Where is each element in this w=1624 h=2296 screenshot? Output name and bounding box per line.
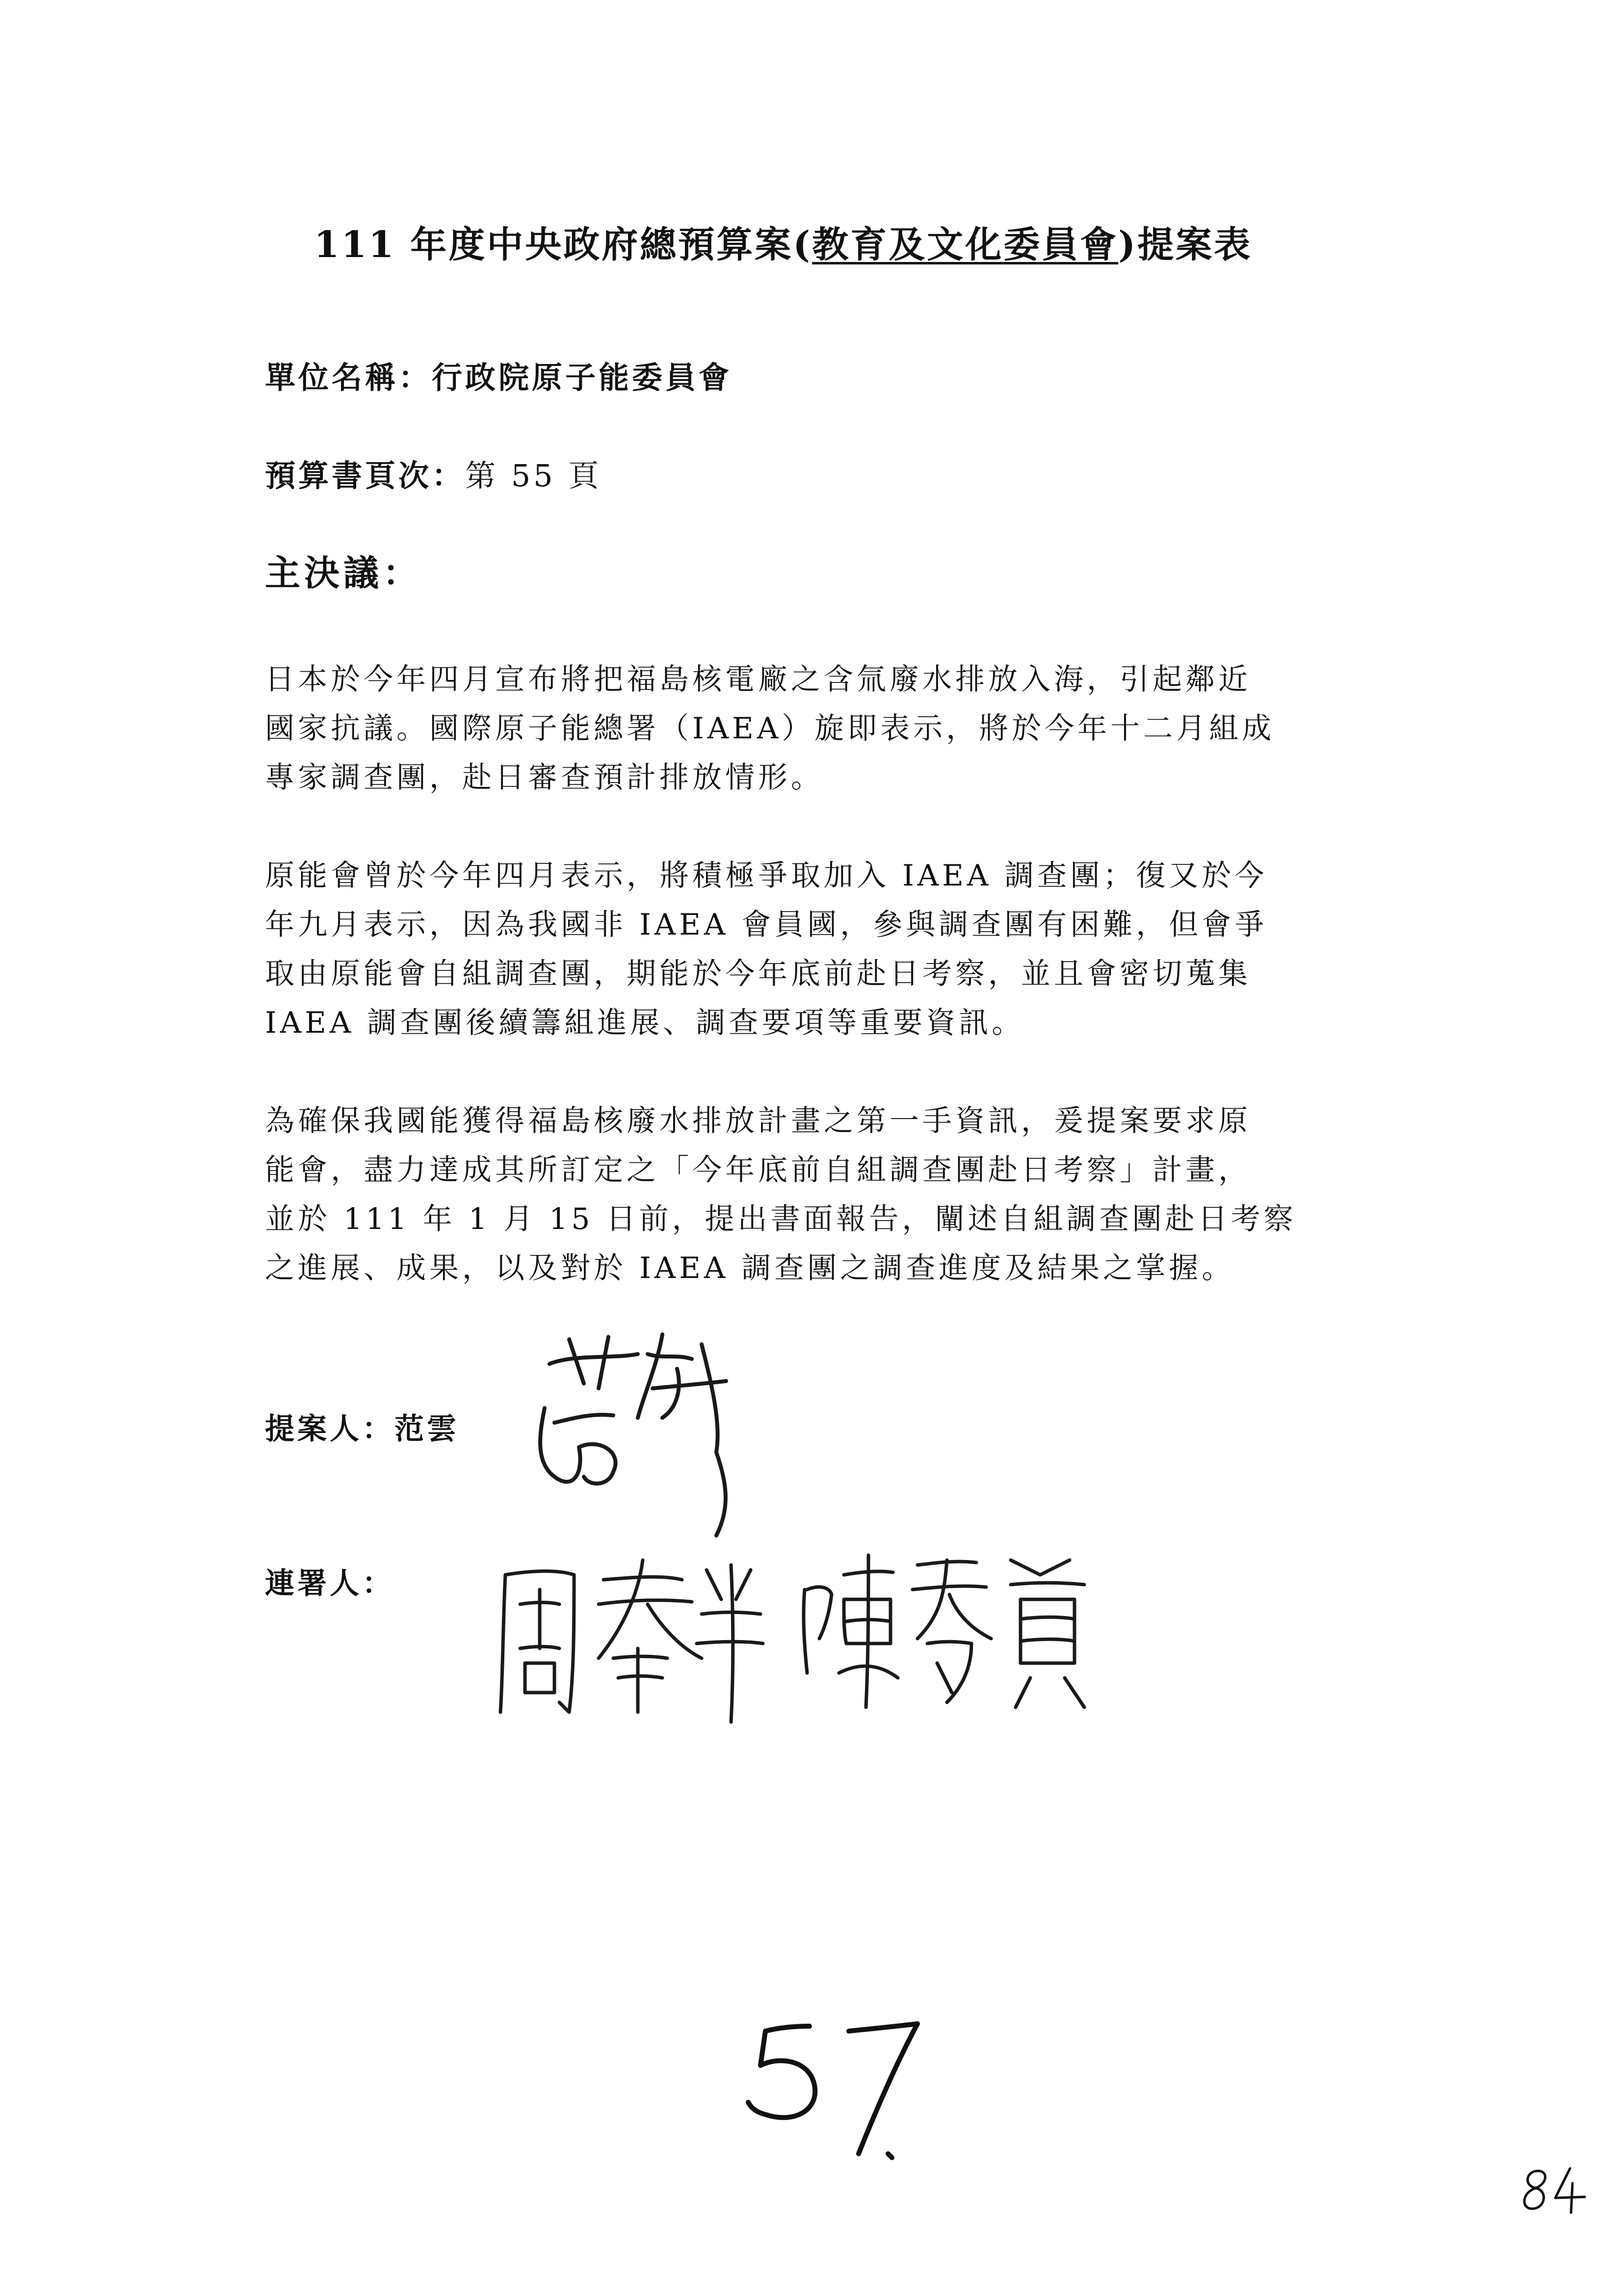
paragraph-line: 原能會曾於今年四月表示，將積極爭取加入 IAEA 調查團；復又於今: [265, 859, 1268, 893]
unit-label: 單位名稱：: [265, 360, 432, 395]
paragraph-line: 專家調查團，赴日審查預計排放情形。: [265, 760, 824, 795]
page-reference-field: [265, 451, 602, 495]
resolution-heading: 主決議：: [265, 552, 422, 594]
paragraph-line: 為確保我國能獲得福島核廢水排放計畫之第一手資訊，爰提案要求原: [265, 1104, 1251, 1138]
paragraph-line: 取由原能會自組調查團，期能於今年底前赴日考察，並且會密切蒐集: [265, 957, 1251, 991]
paragraph-line: 之進展、成果，以及對於 IAEA 調查團之調查進度及結果之掌握。: [265, 1251, 1235, 1285]
proposer-label: 提案人：范雲: [265, 1412, 459, 1446]
title-prefix: 111 年度中央政府總預算案(: [314, 224, 812, 266]
unit-field: [265, 353, 732, 397]
unit-value: 行政院原子能委員會: [432, 360, 733, 395]
cosigner-label: 連署人：: [265, 1566, 394, 1601]
paragraph-line: 能會，盡力達成其所訂定之「今年底前自組調查團赴日考察」計畫，: [265, 1153, 1251, 1187]
paragraph-line: 國家抗議。國際原子能總署（IAEA）旋即表示，將於今年十二月組成: [265, 711, 1275, 746]
page-value: 第 55 頁: [465, 458, 602, 494]
handwritten-page-number: [736, 2011, 952, 2168]
cosigner-signature-1: [491, 1550, 765, 1727]
paragraph-2: [265, 851, 1442, 1047]
paragraph-line: 並於 111 年 1 月 15 日前，提出書面報告，闡述自組調查團赴日考察: [265, 1202, 1297, 1236]
page-title: [314, 216, 1344, 268]
paragraph-1: [265, 655, 1442, 802]
paragraph-line: 年九月表示，因為我國非 IAEA 會員國，參與調查團有困難，但會爭: [265, 908, 1268, 942]
paragraph-line: IAEA 調查團後續籌組進展、調查要項等重要資訊。: [265, 1006, 1025, 1040]
title-suffix: )提案表: [1118, 224, 1253, 266]
cosigner-signature-2: [795, 1545, 1099, 1722]
title-committee: 教育及文化委員會: [812, 224, 1119, 266]
paragraph-line: 日本於今年四月宣布將把福島核電廠之含氚廢水排放入海，引起鄰近: [265, 662, 1251, 697]
paragraph-3: [265, 1096, 1442, 1293]
page-label: 預算書頁次：: [265, 458, 466, 494]
handwritten-corner-number: [1516, 2164, 1590, 2218]
proposer-signature: [515, 1325, 760, 1550]
